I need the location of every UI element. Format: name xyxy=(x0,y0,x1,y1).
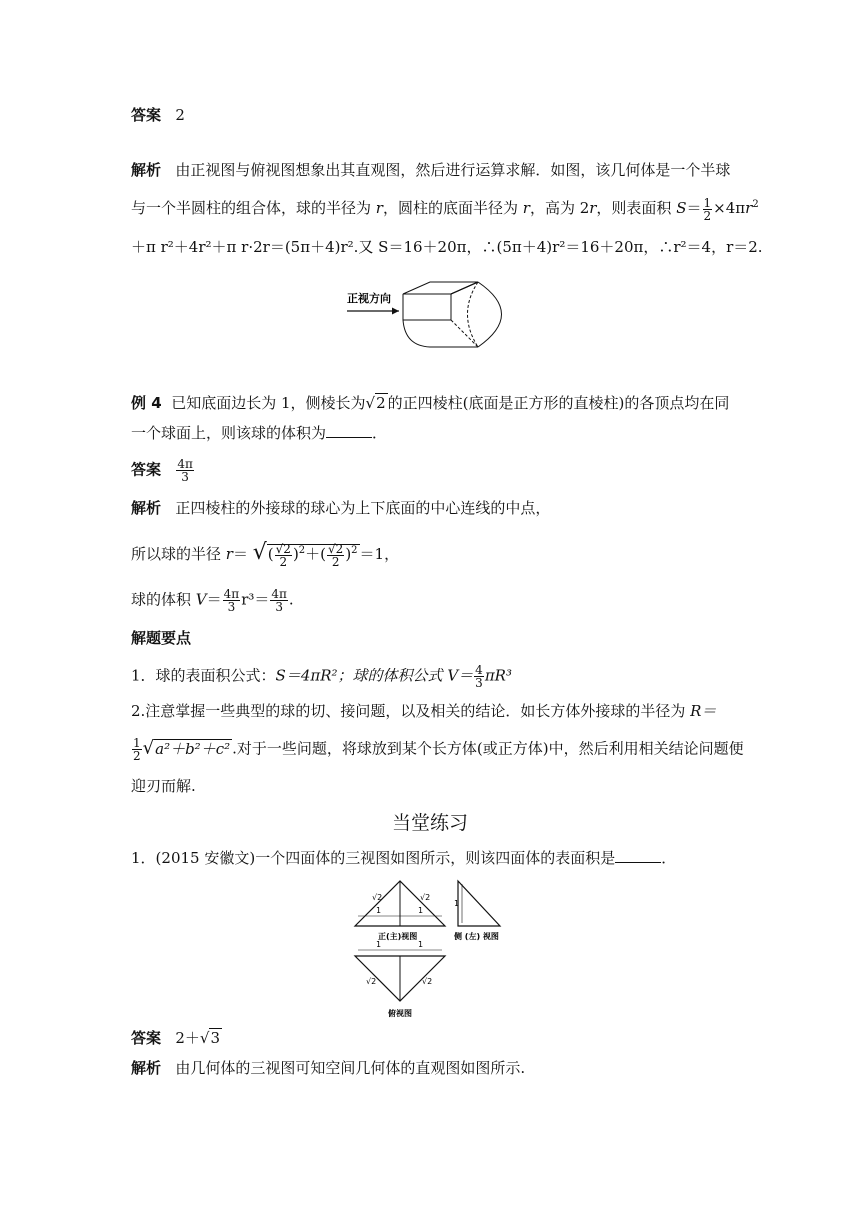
text-segment: . xyxy=(288,590,294,609)
text-segment: S＝4πR²；球的体积公式 xyxy=(275,666,443,685)
analysis-label: 解析 xyxy=(131,499,162,517)
three-view-figure xyxy=(350,876,510,1021)
keypoint-2-line-1 xyxy=(131,701,716,721)
text-segment: ． xyxy=(372,424,388,442)
view-label: 正(主)视图 xyxy=(378,932,418,941)
keypoint-2-line-3 xyxy=(131,776,196,796)
denominator: 2 xyxy=(331,554,340,569)
text-segment: .对于一些问题，将球放到某个长方体(或正方体)中，然后利用相关结论问题便 xyxy=(232,739,744,758)
radicand: a²＋b²＋c² xyxy=(155,739,231,758)
answer-line-2 xyxy=(131,458,195,483)
denominator: 3 xyxy=(227,600,236,614)
analysis-1-line-1 xyxy=(131,160,730,180)
denominator: 2 xyxy=(703,208,712,223)
text-segment: 正四棱柱的外接球的球心为上下底面的中心连线的中点， xyxy=(175,499,551,517)
radical-icon: √ xyxy=(142,737,155,759)
dimension-label: √2 xyxy=(366,977,377,986)
text-segment: ×4π xyxy=(713,199,746,217)
text-segment: R＝ xyxy=(690,702,717,720)
denominator: 3 xyxy=(181,470,189,484)
dimension-label: 1 xyxy=(376,906,382,915)
text-segment: 一个球面上，则该球的体积为 xyxy=(131,424,327,442)
var-s: S xyxy=(676,199,687,217)
answer-label: 答案 xyxy=(131,1029,162,1047)
keypoint-1 xyxy=(131,664,512,689)
denominator: 2 xyxy=(133,749,141,763)
answer-blank xyxy=(615,848,661,863)
text-segment: ，高为 2 xyxy=(529,199,590,217)
answer-line-3 xyxy=(131,1028,222,1048)
numerator: 1 xyxy=(703,195,712,210)
analysis-label: 解析 xyxy=(131,1059,162,1077)
answer-blank xyxy=(326,423,372,438)
keypoints-title xyxy=(131,628,191,648)
analysis-1-line-2: 与一个半圆柱的组合体，球的半径为 r，圆柱的底面半径为 r，高为 2r，则表面积 S＝ $\frac{1}{2}$ $\times 4\pi r^2$ xyxy=(131,195,759,223)
sqrt-value: 3 xyxy=(210,1029,220,1047)
answer-line-1 xyxy=(131,105,185,125)
text-segment: V＝ xyxy=(447,666,474,685)
var-v: V xyxy=(195,590,207,609)
text-segment: ，圆柱的底面半径为 xyxy=(382,199,518,217)
text-segment: ＋π r²＋4r²＋π r·2r＝(5π＋4)r².又 S＝16＋20π，∴(5π＋4)r²＝16＋20π，∴r²＝4，r＝2. xyxy=(131,238,763,256)
cylinder-curve xyxy=(403,320,478,347)
text-segment: ＝ xyxy=(686,199,702,217)
radical-icon: √ xyxy=(365,394,376,412)
keypoint-2-line-2 xyxy=(131,737,744,762)
hidden-edge xyxy=(451,320,478,347)
var-r: r xyxy=(375,199,383,217)
text-segment: 所以球的半径 xyxy=(131,545,222,563)
denominator: 3 xyxy=(475,676,483,690)
dimension-label: 1 xyxy=(418,906,424,915)
text-segment: 1．(2015 安徽文)一个四面体的三视图如图所示，则该四面体的表面积是 xyxy=(131,849,616,867)
var-r: r xyxy=(522,199,530,217)
fraction xyxy=(223,588,241,613)
text-segment: ． xyxy=(661,849,677,867)
text-segment: 球的体积 xyxy=(131,590,192,609)
analysis-label: 解析 xyxy=(131,161,162,179)
hemisphere-cylinder-figure xyxy=(345,262,525,354)
side-triangle xyxy=(458,881,500,926)
text-segment: ＝ xyxy=(206,590,222,609)
fraction xyxy=(270,588,288,613)
radical-icon: √ xyxy=(252,540,267,565)
analysis-text: 由正视图与俯视图想象出其直观图，然后进行运算求解．如图，该几何体是一个半球 xyxy=(175,161,731,179)
denominator: 3 xyxy=(275,600,283,614)
arrow-head xyxy=(392,308,399,315)
text-segment: r³＝ xyxy=(241,590,270,609)
exercise-1 xyxy=(131,848,676,868)
text-segment: 迎刃而解. xyxy=(131,777,196,795)
analysis-2-line-3 xyxy=(131,588,294,613)
top-view xyxy=(355,940,445,1018)
answer-fraction xyxy=(176,458,194,483)
numerator: 4π xyxy=(223,587,240,601)
fraction xyxy=(132,737,142,762)
text-segment: ＝ xyxy=(232,545,248,563)
text-segment: πR³ xyxy=(484,666,512,685)
sqrt-value: 2 xyxy=(376,394,386,412)
text-segment: 2.注意掌握一些典型的球的切、接问题，以及相关的结论．如长方体外接球的半径为 xyxy=(131,702,686,720)
numerator: 1 xyxy=(133,736,141,750)
dimension-label: 1 xyxy=(418,940,424,949)
fraction-half xyxy=(703,197,713,222)
example-label: 例 4 xyxy=(131,394,162,412)
section-title: 当堂练习 xyxy=(391,812,468,834)
answer-label: 答案 xyxy=(131,460,162,479)
figure-label: 正视方向 xyxy=(347,292,391,305)
section-heading: 解题要点 xyxy=(131,629,192,647)
cylinder-top xyxy=(403,282,478,294)
example-4-line-2 xyxy=(131,423,387,443)
text-segment: 的正四棱柱(底面是正方形的直棱柱)的各顶点均在同 xyxy=(387,394,730,412)
var-r: r xyxy=(589,199,597,217)
numerator: √2 xyxy=(328,541,344,556)
hemisphere-arc xyxy=(478,282,502,347)
dimension-label: √2 xyxy=(422,977,433,986)
radicand: ( $\frac{√2}{2}$ )$^2$＋( $\frac{√2}{2}$ )$^2$ xyxy=(267,541,358,569)
radical-icon: √ xyxy=(199,1029,210,1047)
fraction xyxy=(474,664,484,689)
answer-label: 答案 xyxy=(131,106,162,124)
analysis-2-line-1 xyxy=(131,498,550,518)
dimension-label: 1 xyxy=(454,899,460,908)
text-segment: 由几何体的三视图可知空间几何体的直观图如图所示. xyxy=(175,1059,526,1077)
view-label: 俯视图 xyxy=(388,1009,412,1018)
hidden-arc xyxy=(468,282,479,347)
dimension-label: √2 xyxy=(420,893,431,902)
text-segment: ，则表面积 xyxy=(596,199,672,217)
var-r: r xyxy=(225,545,233,563)
analysis-3-line-1 xyxy=(131,1058,525,1078)
dimension-label: √2 xyxy=(372,893,383,902)
answer-value: 2＋ xyxy=(175,1029,200,1047)
front-view xyxy=(355,881,445,941)
side-view xyxy=(453,881,500,941)
view-label: 侧 (左) 视图 xyxy=(454,932,499,941)
text-segment: 1．球的表面积公式： xyxy=(131,666,276,685)
numerator: 4π xyxy=(177,457,193,471)
numerator: 4π xyxy=(271,587,287,601)
denominator: 2 xyxy=(279,554,288,569)
answer-value: 2 xyxy=(175,106,185,124)
dimension-label: 1 xyxy=(376,940,382,949)
numerator: 4 xyxy=(475,663,483,677)
text-segment: ＝1， xyxy=(359,545,400,563)
text-segment: 已知底面边长为 1，侧棱长为 xyxy=(171,394,366,412)
analysis-1-line-3 xyxy=(131,237,763,257)
analysis-2-line-2 xyxy=(131,541,399,568)
example-4-line-1 xyxy=(131,393,729,413)
text-segment: 与一个半圆柱的组合体，球的半径为 xyxy=(131,199,372,217)
numerator: √2 xyxy=(275,541,291,556)
